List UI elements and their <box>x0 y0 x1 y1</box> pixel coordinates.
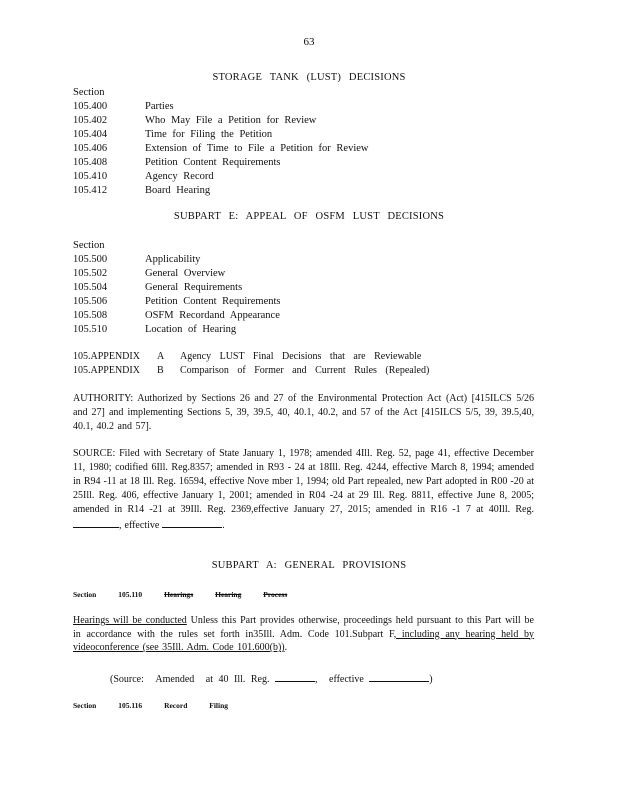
source-end: . <box>222 519 225 531</box>
section-title: General Overview <box>145 268 226 279</box>
section-number: 105.412 <box>73 185 108 196</box>
section-title: Parties <box>145 101 174 112</box>
section-title: OSFM Recordand Appearance <box>145 310 280 321</box>
appendix-letter: B <box>157 365 164 376</box>
section-number: 105.500 <box>73 254 108 265</box>
section-title: Petition Content Requirements <box>145 157 281 168</box>
section-title: Extension of Time to File a Petition for Review <box>145 143 369 154</box>
appendix-title: Comparison of Former and Current Rules (Repealed) <box>180 365 430 376</box>
blank-line <box>275 671 315 682</box>
struck-title: Process <box>263 590 288 599</box>
inserted-text: Hearings will be conducted <box>73 615 187 626</box>
section-title: Applicability <box>145 254 201 265</box>
section-word: Section <box>73 590 97 599</box>
section-title: Petition Content Requirements <box>145 296 281 307</box>
source-reg: at 40 Ill. Reg. <box>205 674 270 685</box>
subpart-a-heading: SUBPART A: GENERAL PROVISIONS <box>211 560 407 571</box>
lust-decisions-heading: STORAGE TANK (LUST) DECISIONS <box>212 72 406 83</box>
section-label: Section <box>73 240 105 251</box>
appendix-label: 105.APPENDIX <box>73 351 140 362</box>
section-number: 105.402 <box>73 115 108 126</box>
section-number: 105.504 <box>73 282 108 293</box>
section-title: General Requirements <box>145 282 243 293</box>
source-open: (Source: <box>110 674 144 685</box>
section-105-110-heading <box>73 590 307 599</box>
section-number: 105.404 <box>73 129 108 140</box>
appendix-letter: A <box>157 351 165 362</box>
section-number: 105.410 <box>73 171 108 182</box>
section-title: Who May File a Petition for Review <box>145 115 317 126</box>
paragraph-end: . <box>284 642 288 653</box>
source-effective: effective <box>329 674 364 685</box>
section-number: 105.116 <box>118 701 143 710</box>
subpart-e-heading: SUBPART E: APPEAL OF OSFM LUST DECISIONS <box>173 211 445 222</box>
section-title: Record <box>164 701 188 710</box>
blank-line <box>369 671 429 682</box>
struck-title: Hearings <box>164 590 194 599</box>
page-number: 63 <box>303 36 315 48</box>
blank-line <box>73 517 119 528</box>
section-number: 105.400 <box>73 101 108 112</box>
section-word: Section <box>73 701 97 710</box>
section-number: 105.508 <box>73 310 108 321</box>
source-amended-word: Amended <box>155 674 195 685</box>
hearings-paragraph <box>73 614 534 655</box>
source-text: SOURCE: Filed with Secretary of State January 1, 1978; amended 4Ill. Reg. 52, page 41, effective December 11, 1980; codified 6Ill. Reg.8357; amended in R93 - 24 at 18Ill. Reg. 4244, effective March 8, 1994; amended in R94 -11 at 18 Ill. Reg. 16594, effective Nove mber 1, 1994; old Part repealed, new Part adopted in R00 -20 at 25Ill. Reg. 406, effective January 1, 2001; amended in R04 -24 at 29 Ill. Reg. 8811, effective June 8, 2005; amended in R14 -21 at 39Ill. Reg. 2369,effective January 27, 2015; amended in R16 -1 7 at 40Ill. Reg. <box>73 448 534 515</box>
section-title: Agency Record <box>145 171 214 182</box>
section-title: Board Hearing <box>145 185 211 196</box>
section-title: Time for Filing the Petition <box>145 129 273 140</box>
section-number: 105.110 <box>118 590 143 599</box>
authority-paragraph: AUTHORITY: Authorized by Sections 26 and 27 of the Environmental Protection Act (Act) [415ILCS 5/26 and 27] and implementing Sections 5, 39, 39.5, 40, 40.1, 40.2, and 57 of the Act [415ILCS 5/5, 39, 39.5,40, 40.1, 40.2 and 57]. <box>73 393 534 432</box>
section-title: Filing <box>209 701 229 710</box>
source-amended-line: (Source: Amended at 40 Ill. Reg. , effective ) <box>110 671 433 685</box>
section-number: 105.408 <box>73 157 108 168</box>
appendix-label: 105.APPENDIX <box>73 365 140 376</box>
inserted-text: , including any hearing held by videoconference (see 35Ill. Adm. Code 101.600(b)) <box>73 628 534 653</box>
section-number: 105.406 <box>73 143 108 154</box>
appendix-title: Agency LUST Final Decisions that are Reviewable <box>180 351 422 362</box>
struck-title: Hearing <box>215 590 242 599</box>
blank-line <box>162 517 222 528</box>
section-number: 105.502 <box>73 268 108 279</box>
source-paragraph: SOURCE: Filed with Secretary of State January 1, 1978; amended 4Ill. Reg. 52, page 41, effective December 11, 1980; codified 6Ill. Reg.8357; amended in R93 - 24 at 18Ill. Reg. 4244, effective March 8, 1994; amended in R94 -11 at 18 Ill. Reg. 16594, effective Nove mber 1, 1994; old Part repealed, new Part adopted in R00 -20 at 25Ill. Reg. 406, effective January 1, 2001; amended in R04 -24 at 29 Ill. Reg. 8811, effective June 8, 2005; amended in R14 -21 at 39Ill. Reg. 2369,effective January 27, 2015; amended in R16 -1 7 at 40Ill. Reg. , effective . <box>73 448 534 531</box>
section-label: Section <box>73 87 105 98</box>
section-number: 105.510 <box>73 324 108 335</box>
section-number: 105.506 <box>73 296 108 307</box>
section-105-116-heading <box>73 701 248 710</box>
paragraph-text: Unless this Part provides otherwise, proceedings held pursuant to this Part will be in accordance with the rules set forth in35Ill. Adm. Code 101.Subpart F <box>73 615 534 640</box>
source-effective: effective <box>124 519 160 531</box>
section-title: Location of Hearing <box>145 324 237 335</box>
